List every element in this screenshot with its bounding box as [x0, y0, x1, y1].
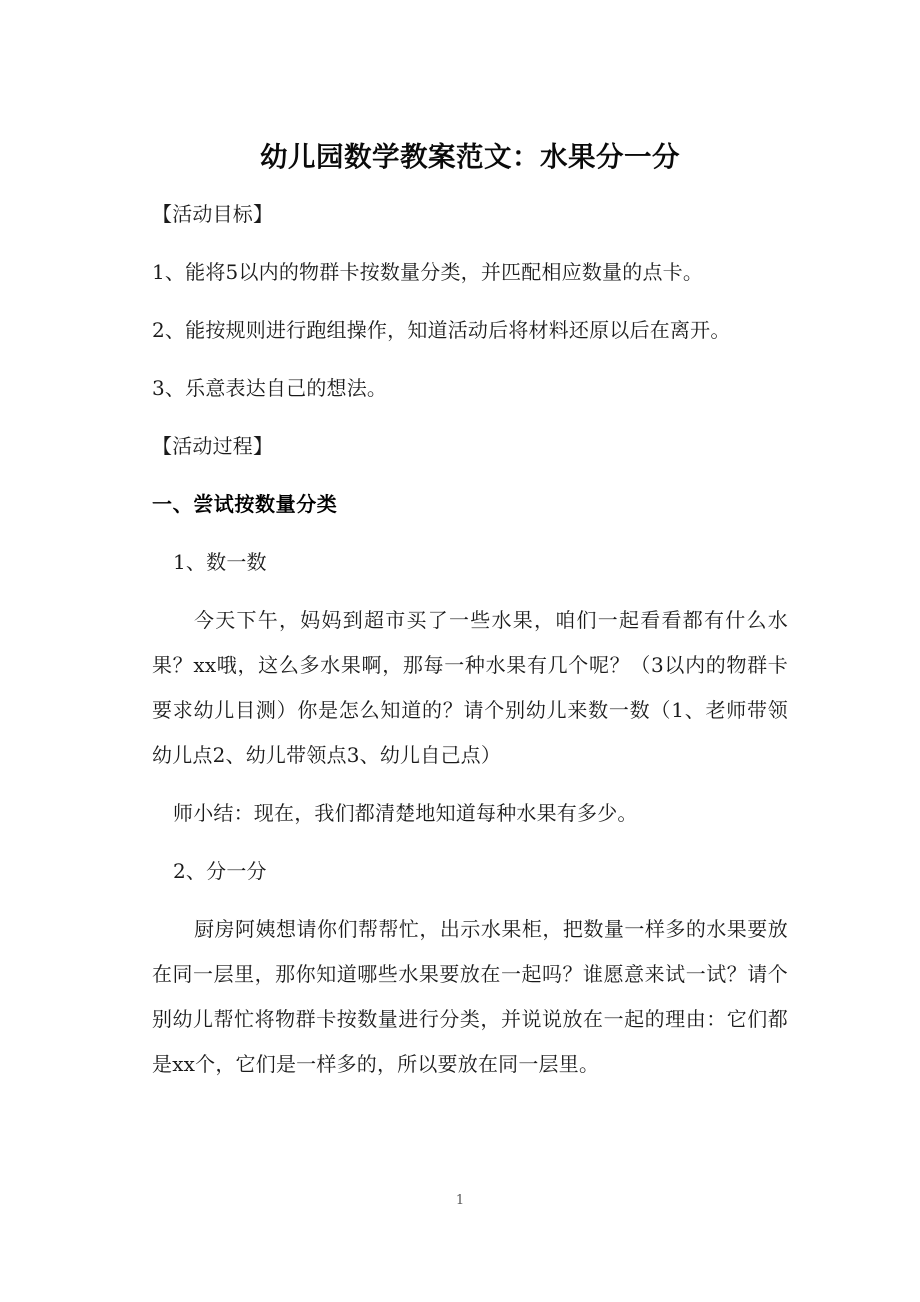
objective-item-2: 2、能按规则进行跑组操作，知道活动后将材料还原以后在离开。 — [152, 318, 731, 342]
spacer — [152, 894, 788, 907]
spacer — [152, 585, 788, 598]
page-title: 幼儿园数学教案范文：水果分一分 — [260, 141, 680, 173]
sub-step-2-label: 2、分一分 — [173, 859, 267, 883]
spacer — [152, 469, 788, 482]
document-body — [152, 0, 788, 1087]
page-number: 1 — [455, 1193, 465, 1208]
sub-step-2-body: 厨房阿姨想请你们帮帮忙，出示水果柜，把数量一样多的水果要放在同一层里，那你知道哪些水果要放在一起吗？谁愿意来试一试？请个别幼儿帮忙将物群卡按数量进行分类，并说说放在一起的理由：它们都是xx个，它们是一样多的，所以要放在同一层里。 — [152, 917, 788, 1076]
spacer — [152, 237, 788, 250]
teacher-summary: 师小结：现在，我们都清楚地知道每种水果有多少。 — [173, 801, 638, 825]
objectives-heading: 【活动目标】 — [152, 202, 274, 226]
sub-step-1-label: 1、数一数 — [173, 550, 267, 574]
sub-step-1-body: 今天下午，妈妈到超市买了一些水果，咱们一起看看都有什么水果？xx哦，这么多水果啊，那每一种水果有几个呢？（3以内的物群卡要求幼儿目测）你是怎么知道的？请个别幼儿来数一数（1、老师带领幼儿点2、幼儿带领点3、幼儿自己点） — [152, 608, 788, 767]
step-one-heading: 一、尝试按数量分类 — [152, 492, 338, 516]
spacer — [152, 411, 788, 424]
spacer — [152, 527, 788, 540]
spacer — [152, 353, 788, 366]
objective-item-3: 3、乐意表达自己的想法。 — [152, 376, 388, 400]
spacer — [152, 778, 788, 791]
objective-item-1: 1、能将5以内的物群卡按数量分类，并匹配相应数量的点卡。 — [152, 260, 704, 284]
process-heading: 【活动过程】 — [152, 434, 274, 458]
spacer — [152, 177, 788, 192]
spacer — [152, 836, 788, 849]
spacer — [152, 295, 788, 308]
